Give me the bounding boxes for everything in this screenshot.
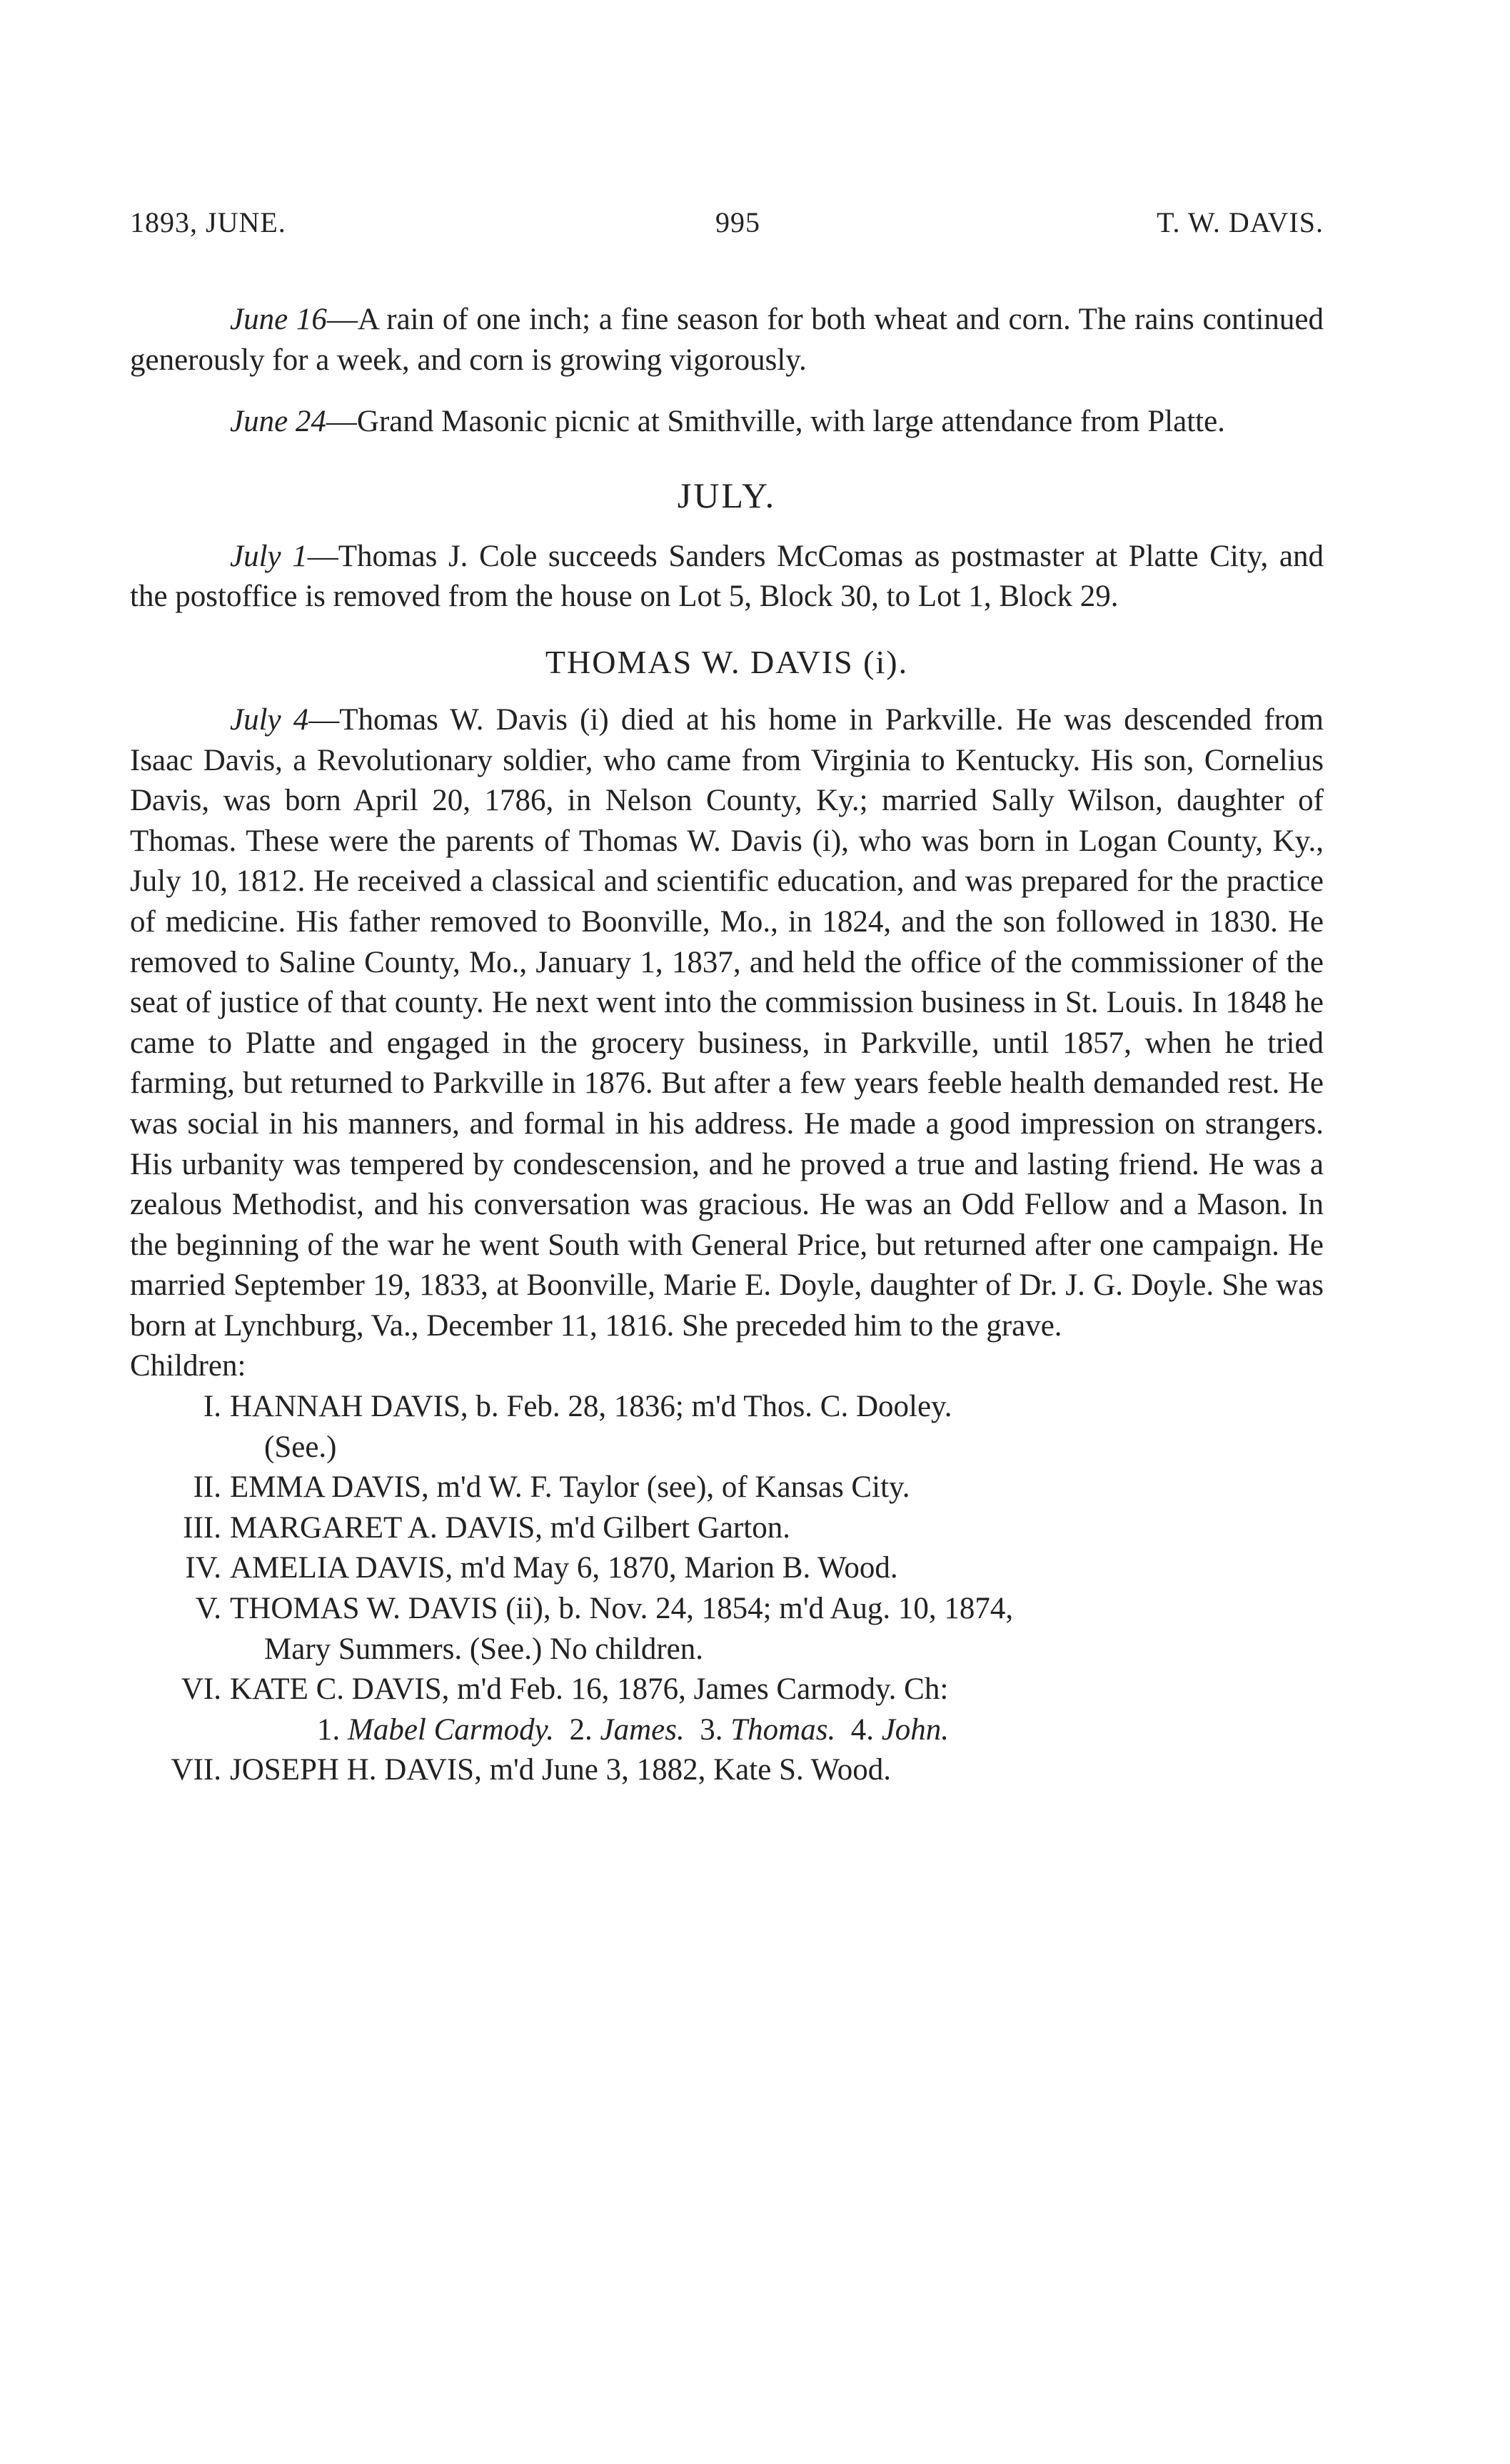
child-text: AMELIA DAVIS, m'd May 6, 1870, Marion B. Wood. bbox=[230, 1551, 898, 1585]
entry-text: —A rain of one inch; a fine season for both wheat and corn. The rains continued generously for a week, and corn is growing vigorously. bbox=[130, 303, 1324, 377]
child-numeral: I. bbox=[203, 1390, 221, 1424]
running-header bbox=[130, 206, 1324, 246]
child-text-continued: (See.) bbox=[264, 1430, 337, 1464]
entry-text: —Thomas W. Davis (i) died at his home in Parkville. He was descended from Isaac Davis, a Revolutionary soldier, who came from Virginia to Kentucky. His son, Cornelius Davis, was born April 20, 1786, in Nelson County, Ky.; married Sally Wilson, daughter of Thomas. These were the parents of Thomas W. Davis (i), who was born in Logan County, Ky., July 10, 1812. He received a classical and scientific education, and was prepared for the practice of medicine. His father removed to Boonville, Mo., in 1824, and the son followed in 1830. He removed to Saline County, Mo., January 1, 1837, and held the office of the commissioner of the seat of justice of that county. He next went into the commission business in St. Louis. In 1848 he came to Platte and engaged in the grocery business, in Parkville, until 1857, when he tried farming, but returned to Parkville in 1876. But after a few years feeble health demanded rest. He was social in his manners, and formal in his address. He made a good impression on strangers. His urbanity was tempered by condescension, and he proved a true and lasting friend. He was a zealous Methodist, and his conversation was gracious. He was an Odd Fellow and a Mason. In the beginning of the war he went South with General Price, but returned after one campaign. He married September 19, 1833, at Boonville, Marie E. Doyle, daughter of Dr. J. G. Doyle. She was born at Lynchburg, Va., December 11, 1816. She preceded him to the grave. bbox=[130, 702, 1324, 1343]
child-numeral: III. bbox=[183, 1510, 221, 1545]
child-item bbox=[130, 1589, 1324, 1670]
child-numeral: IV. bbox=[185, 1551, 221, 1585]
child-numeral: VII. bbox=[171, 1753, 221, 1787]
child-text: MARGARET A. DAVIS, m'd Gilbert Garton. bbox=[230, 1510, 790, 1545]
child-text-continued: Mary Summers. (See.) No children. bbox=[264, 1632, 703, 1666]
biography-paragraph bbox=[130, 700, 1324, 1347]
grandchild-name: Mabel Carmody. bbox=[348, 1712, 555, 1747]
grandchild-name: Thomas. bbox=[730, 1712, 836, 1747]
child-numeral: V. bbox=[195, 1592, 221, 1626]
child-item bbox=[130, 1508, 1324, 1549]
page-body bbox=[130, 300, 1324, 1791]
entry-text: —Thomas J. Cole succeeds Sanders McComas as postmaster at Platte City, and the postoffice is removed from the house on Lot 5, Block 30, to Lot 1, Block 29. bbox=[130, 539, 1324, 614]
grandchild-number: 4. bbox=[850, 1712, 874, 1747]
entry-june-24 bbox=[130, 402, 1324, 443]
child-item bbox=[130, 1387, 1324, 1468]
header-date: 1893, JUNE. bbox=[130, 206, 286, 238]
entry-text: —Grand Masonic picnic at Smithville, with large attendance from Platte. bbox=[326, 405, 1225, 439]
child-text: JOSEPH H. DAVIS, m'd June 3, 1882, Kate S. Wood. bbox=[230, 1753, 892, 1787]
entry-date: July 4 bbox=[230, 702, 309, 737]
grandchildren-list bbox=[230, 1710, 1324, 1751]
child-text: THOMAS W. DAVIS (ii), b. Nov. 24, 1854; m'd Aug. 10, 1874, bbox=[230, 1592, 1014, 1626]
grandchild-number: 2. bbox=[569, 1712, 593, 1747]
child-item bbox=[130, 1750, 1324, 1791]
month-heading: JULY. bbox=[677, 475, 777, 515]
grandchild-number: 3. bbox=[700, 1712, 723, 1747]
entry-date: July 1 bbox=[230, 539, 308, 573]
child-text: HANNAH DAVIS, b. Feb. 28, 1836; m'd Thos. C. Dooley. bbox=[230, 1390, 952, 1424]
child-item bbox=[130, 1468, 1324, 1508]
entry-date: June 24 bbox=[230, 405, 326, 439]
book-page bbox=[130, 0, 1324, 2464]
child-numeral: II. bbox=[193, 1470, 221, 1505]
child-item bbox=[130, 1548, 1324, 1589]
entry-july-1 bbox=[130, 537, 1324, 617]
child-text: KATE C. DAVIS, m'd Feb. 16, 1876, James Carmody. Ch: bbox=[230, 1672, 949, 1707]
entry-date: June 16 bbox=[230, 303, 327, 336]
grandchild-name: John. bbox=[881, 1712, 950, 1747]
header-subject: T. W. DAVIS. bbox=[1157, 206, 1324, 238]
grandchild-number: 1. bbox=[317, 1712, 341, 1747]
child-text: EMMA DAVIS, m'd W. F. Taylor (see), of Kansas City. bbox=[230, 1470, 910, 1505]
child-item bbox=[130, 1670, 1324, 1750]
biography-heading: THOMAS W. DAVIS (i). bbox=[545, 643, 909, 680]
children-label: Children: bbox=[130, 1349, 246, 1383]
entry-june-16 bbox=[130, 300, 1324, 380]
grandchild-name: James. bbox=[600, 1712, 685, 1747]
child-numeral: VI. bbox=[181, 1672, 221, 1707]
page-number: 995 bbox=[715, 206, 760, 238]
